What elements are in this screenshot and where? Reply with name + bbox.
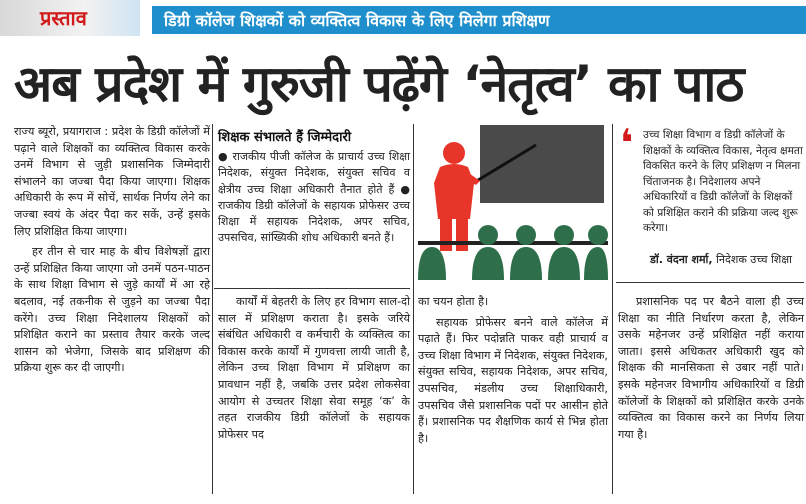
column-1-paragraph-1: राज्य ब्यूरो, प्रयागराज : प्रदेश के डिग्री कॉलेजों में पढ़ाने वाले शिक्षकों का व्यक्तित्व विकास करके उनमें विभाग से जुड़ी प्रशासनिक जिम्मेदारी संभालने का जज्बा पैदा किया जाएगा। शिक्षक अधिकारी के रूप में सोचें, सार्थक निर्णय लेने का जज्बा स्वयं के अंदर पैदा कर सकें, उन्हें इसके लिए प्रशिक्षित किया जाएगा।	[14, 125, 210, 238]
kicker-box	[0, 0, 140, 36]
board-shape	[480, 125, 604, 203]
column-divider-1	[212, 124, 213, 494]
column-3-paragraph-2: सहायक प्रोफेसर बनने वाले कॉलेज में पढ़ाते हैं। फिर पदोन्नति पाकर वही प्राचार्य व उच्च शिक्षा विभाग में निदेशक, संयुक्त निदेशक, संयुक्त सचिव, सहायक निदेशक, अपर सचिव, उपसचिव, मंडलीय उच्च शिक्षाधिकारी, उपसचिव जैसे प्रशासनिक पदों पर आसीन होते हैं। प्रशासनिक पद शैक्षणिक कार्य से भिन्न होता है।	[418, 315, 608, 445]
column-divider-3	[612, 124, 613, 494]
column-divider-2	[413, 124, 414, 494]
quote-mark-icon: ❛	[620, 121, 634, 165]
column-3	[418, 294, 608, 451]
top-strip	[0, 0, 806, 36]
strip-headline: डिग्री कॉलेज शिक्षकों को व्यक्तित्व विकास के लिए मिलेगा प्रशिक्षण	[164, 11, 550, 30]
quote-bottom-rule	[616, 282, 804, 283]
column-1-paragraph-2: हर तीन से चार माह के बीच विशेषज्ञों द्वारा उन्हें प्रशिक्षित किया जाएगा जो उनमें पठन-पाठन के साथ शिक्षा विभाग से जुड़े कार्यों में आ रहे बदलाव, नई तकनीक से जुड़ने का जज्बा पैदा करेंगे। उच्च शिक्षा निदेशालय शिक्षकों को प्रशिक्षित कराने का प्रस्ताव तैयार करके जल्द शासन को भेजेगा, जिसके बाद प्रशिक्षण की प्रक्रिया शुरू कर दी जाएगी।	[14, 245, 210, 375]
column-1	[14, 124, 210, 381]
column-2: कार्यों में बेहतरी के लिए हर विभाग साल-दो साल में प्रशिक्षण कराता है। इसके जरिये संबंधित अधिकारी व कर्मचारी के व्यक्तित्व का विकास करके कार्यों में गुणवत्ता लायी जाती है, लेकिन उच्च शिक्षा विभाग में प्रशिक्षण का प्रावधान नहीं है, जबकि उत्तर प्रदेश लोकसेवा आयोग से उच्चतर शिक्षा सेवा समूह ‘क’ के तहत राजकीय डिग्री कॉलेजों के सहायक प्रोफेसर पद	[218, 295, 410, 441]
column-3-paragraph-1: का चयन होता है।	[418, 295, 489, 308]
main-headline: अब प्रदेश में गुरुजी पढ़ेंगे ‘नेतृत्व’ का पाठ	[14, 55, 744, 113]
inset-bottom-rule	[214, 288, 410, 289]
inset-body: ● राजकीय पीजी कॉलेज के प्राचार्य उच्च शिक्षा निदेशक, संयुक्त निदेशक, संयुक्त सचिव व क्षेत्रीय उच्च शिक्षा अधिकारी तैनात होते हैं ● राजकीय डिग्री कॉलेजों के सहायक प्रोफेसर उच्च शिक्षा में सहायक निदेशक, अपर सचिव, उपसचिव, सांख्यिकी शोध अधिकारी बनते हैं।	[218, 150, 410, 245]
quote-author	[650, 252, 792, 267]
column-4: प्रशासनिक पद पर बैठने वाला ही उच्च शिक्षा का नीति निर्धारण करता है, लेकिन उसके महेनजर उन्हें प्रशिक्षित नहीं कराया जाता। इससे अधिकतर अधिकारी खुद को शिक्षक की मानसिकता से उबार नहीं पाते। इसके महेनजर विभागीय अधिकारियों व डिग्री कॉलेजों के शिक्षकों को प्रशिक्षित करके उनके व्यक्तित्व का विकास करने का निर्णय लिया गया है।	[618, 295, 804, 441]
quote-author-name: डॉ. वंदना शर्मा,	[650, 253, 713, 266]
strip-headline-bar	[152, 6, 806, 34]
teacher-with-pointer-illustration	[418, 123, 608, 280]
kicker-label: प्रस्ताव	[40, 6, 87, 30]
quote-author-role: निदेशक उच्च शिक्षा	[712, 253, 793, 266]
inset-title: शिक्षक संभालते हैं जिम्मेदारी	[218, 130, 352, 145]
quote-text: उच्च शिक्षा विभाग व डिग्री कॉलेजों के शिक्षकों के व्यक्तित्व विकास, नेतृत्व क्षमता विकसित करने के लिए प्रशिक्षण न मिलना चिंताजनक है। निदेशालय अपने अधिकारियों व डिग्री कॉलेजों के शिक्षकों को प्रशिक्षित कराने की प्रक्रिया जल्द शुरू करेगा।	[643, 129, 803, 234]
